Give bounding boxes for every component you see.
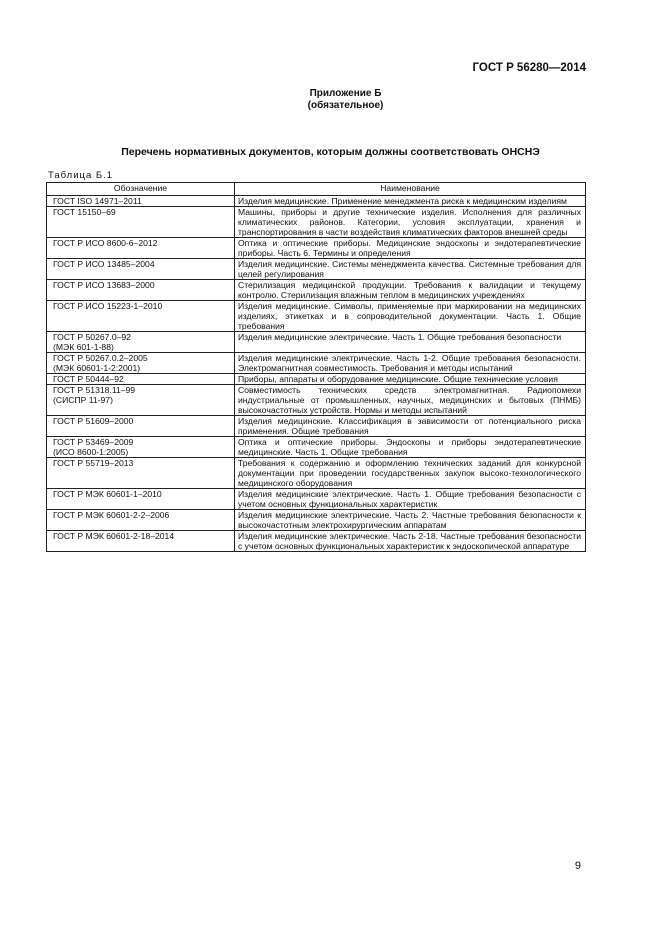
designation-cell bbox=[47, 510, 235, 531]
document-name-cell: Изделия медицинские электрические. Часть 1-2. Общие требования безопасности. Электромагнитная совместимость. Требования и методы испытаний bbox=[235, 353, 586, 374]
column-header-name: Наименование bbox=[235, 183, 586, 196]
designation-text: (СИСПР 11-97) bbox=[53, 395, 113, 405]
standard-designation: ГОСТ Р 56280—2014 bbox=[472, 62, 586, 74]
designation-text: ГОСТ 15150–69 bbox=[53, 207, 116, 217]
document-name-cell: Изделия медицинские. Системы менеджмента качества. Системные требования для целей регулирования bbox=[235, 259, 586, 280]
designation-text: ГОСТ Р 50267.0.2–2005 bbox=[53, 353, 148, 363]
normative-documents-table bbox=[46, 182, 586, 552]
designation-text: ГОСТ Р ИСО 15223-1–2010 bbox=[53, 301, 163, 311]
table-row bbox=[47, 238, 586, 259]
table-row bbox=[47, 207, 586, 238]
document-name-cell: Машины, приборы и другие технические изделия. Исполнения для различных климатических районов. Категории, условия эксплуатации, хранения и транспортирования в части воздействия климатических факторов внешней среды bbox=[235, 207, 586, 238]
designation-text: ГОСТ Р ИСО 13683–2000 bbox=[53, 280, 155, 290]
document-name-cell: Изделия медицинские. Символы, применяемые при маркировании на медицинских изделиях, этикетках и в сопроводительной документации. Часть 1. Общие требования bbox=[235, 301, 586, 332]
table-row bbox=[47, 510, 586, 531]
designation-cell bbox=[47, 458, 235, 489]
designation-text: ГОСТ Р 50267.0–92 bbox=[53, 332, 131, 342]
designation-text: ГОСТ Р 53469–2009 bbox=[53, 437, 134, 447]
designation-text: ГОСТ Р 51609–2000 bbox=[53, 416, 134, 426]
annex-heading bbox=[0, 88, 661, 112]
column-header-designation: Обозначение bbox=[47, 183, 235, 196]
designation-text: ГОСТ Р 55719–2013 bbox=[53, 458, 134, 468]
designation-text: (ИСО 8600-1:2005) bbox=[53, 447, 129, 457]
designation-cell bbox=[47, 416, 235, 437]
designation-cell bbox=[47, 259, 235, 280]
designation-cell bbox=[47, 207, 235, 238]
table-row bbox=[47, 332, 586, 353]
document-name-cell: Изделия медицинские электрические. Часть 2-18. Частные требования безопасности с учетом основных функциональных характеристик к эндоскопической аппаратуре bbox=[235, 531, 586, 552]
designation-text: (МЭК 60601-1-2:2001) bbox=[53, 363, 141, 373]
document-name-cell: Оптика и оптические приборы. Медицинские эндоскопы и эндотерапевтические приборы. Часть 6. Термины и определения bbox=[235, 238, 586, 259]
document-name-cell: Изделия медицинские. Применение менеджмента риска к медицинским изделиям bbox=[235, 196, 586, 207]
designation-text: ГОСТ Р 50444–92 bbox=[53, 374, 124, 384]
designation-cell bbox=[47, 238, 235, 259]
designation-text: ГОСТ Р ИСО 8600-6–2012 bbox=[53, 238, 158, 248]
designation-cell bbox=[47, 374, 235, 385]
annex-status: (обязательное) bbox=[307, 100, 384, 111]
designation-text: ГОСТ Р ИСО 13485–2004 bbox=[53, 259, 155, 269]
table-row bbox=[47, 259, 586, 280]
designation-cell bbox=[47, 353, 235, 374]
page-number: 9 bbox=[574, 860, 581, 872]
designation-cell bbox=[47, 437, 235, 458]
designation-text: ГОСТ Р МЭК 60601-1–2010 bbox=[53, 489, 162, 499]
designation-cell bbox=[47, 196, 235, 207]
table-row bbox=[47, 374, 586, 385]
document-name-cell: Оптика и оптические приборы. Эндоскопы и приборы эндотерапевтические медицинские. Часть 1. Общие требования bbox=[235, 437, 586, 458]
table-row bbox=[47, 280, 586, 301]
designation-text: ГОСТ ISO 14971–2011 bbox=[53, 196, 142, 206]
designation-cell bbox=[47, 301, 235, 332]
table-row bbox=[47, 385, 586, 416]
designation-cell bbox=[47, 385, 235, 416]
document-title: Перечень нормативных документов, которым должны соответствовать ОНСНЭ bbox=[121, 146, 540, 158]
table-row bbox=[47, 196, 586, 207]
table-row bbox=[47, 531, 586, 552]
table-row bbox=[47, 416, 586, 437]
document-name-cell: Стерилизация медицинской продукции. Требования к валидации и текущему контролю. Стерилизация влажным теплом в медицинских учреждениях bbox=[235, 280, 586, 301]
annex-title: Приложение Б bbox=[309, 88, 382, 99]
table-row bbox=[47, 489, 586, 510]
designation-cell bbox=[47, 531, 235, 552]
document-name-cell: Совместимость технических средств электромагнитная. Радиопомехи индустриальные от промышленных, научных, медицинских и бытовых (ПНМБ) высокочастотных устройств. Нормы и методы испытаний bbox=[235, 385, 586, 416]
designation-cell bbox=[47, 489, 235, 510]
designation-text: ГОСТ Р МЭК 60601-2-2–2006 bbox=[53, 510, 170, 520]
document-name-cell: Изделия медицинские электрические. Часть 2. Частные требования безопасности к высокочастотным электрохирургическим аппаратам bbox=[235, 510, 586, 531]
document-name-cell: Изделия медицинские электрические. Часть 1. Общие требования безопасности bbox=[235, 332, 586, 353]
table-header-row bbox=[47, 183, 586, 196]
table-caption: Таблица Б.1 bbox=[48, 170, 114, 181]
table-row bbox=[47, 437, 586, 458]
table-row bbox=[47, 353, 586, 374]
document-name-cell: Требования к содержанию и оформлению технических заданий для конкурсной документации при проведении государственных закупок высоко-технологического медицинского оборудования bbox=[235, 458, 586, 489]
document-name-cell: Приборы, аппараты и оборудование медицинские. Общие технические условия bbox=[235, 374, 586, 385]
table-row bbox=[47, 458, 586, 489]
designation-text: ГОСТ Р 51318.11–99 bbox=[53, 385, 136, 395]
designation-text: (МЭК 601-1-88) bbox=[53, 342, 114, 352]
document-name-cell: Изделия медицинские. Классификация в зависимости от потенциального риска применения. Общие требования bbox=[235, 416, 586, 437]
designation-cell bbox=[47, 332, 235, 353]
table-body bbox=[47, 196, 586, 552]
document-name-cell: Изделия медицинские электрические. Часть 1. Общие требования безопасности с учетом основных функциональных характеристик bbox=[235, 489, 586, 510]
designation-cell bbox=[47, 280, 235, 301]
table-row bbox=[47, 301, 586, 332]
designation-text: ГОСТ Р МЭК 60601-2-18–2014 bbox=[53, 531, 175, 541]
